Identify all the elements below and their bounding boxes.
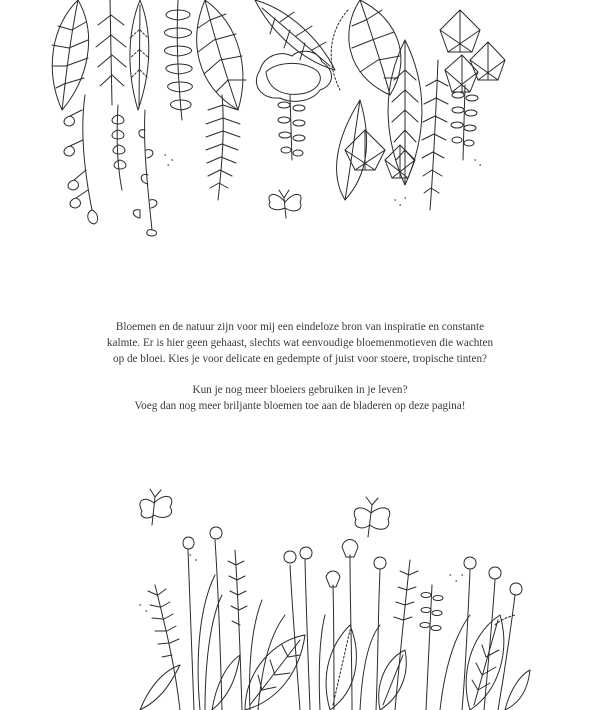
monstera-leaf	[256, 51, 331, 101]
paragraph-invitation	[50, 383, 550, 415]
geometric-leaves	[345, 10, 505, 178]
paragraph-1-line-3: op de bloei. Kies je voor delicate en gedempte of juist voor stoere, tropische tinten?	[112, 352, 488, 365]
fern-hanging-long	[206, 95, 240, 200]
flower-buds	[183, 527, 522, 710]
fern-center-left	[164, 0, 192, 120]
leaf-left	[52, 0, 89, 110]
frond-left	[96, 0, 149, 110]
intro-text	[50, 320, 550, 415]
paragraph-2-line-1: Kun je nog meer bloeiers gebruiken in je leven?	[192, 384, 408, 397]
vines-left	[64, 95, 157, 236]
butterfly-left	[140, 489, 172, 525]
paragraph-1-line-2: kalmte. Er is hier geen gehaast, slechts wat eenvoudige bloemenmotieven die wachten	[106, 336, 494, 349]
hanging-leaves-illustration	[0, 0, 600, 250]
leaf-center-left-large	[197, 0, 246, 110]
paragraph-inspiration	[50, 320, 550, 367]
ferns-meadow	[148, 550, 443, 710]
flower-meadow-illustration	[0, 485, 600, 710]
butterfly-top	[269, 190, 301, 218]
vine-small-leaves	[278, 95, 305, 160]
paragraph-1-line-1: Bloemen en de natuur zijn voor mij een eindeloze bron van inspiratie en constante	[115, 321, 485, 333]
butterfly-right	[354, 497, 390, 537]
fern-right	[422, 60, 478, 210]
meadow-leaves	[245, 615, 515, 710]
paragraph-2-line-2: Voeg dan nog meer briljante bloemen toe aan de bladeren op deze pagina!	[134, 400, 466, 413]
